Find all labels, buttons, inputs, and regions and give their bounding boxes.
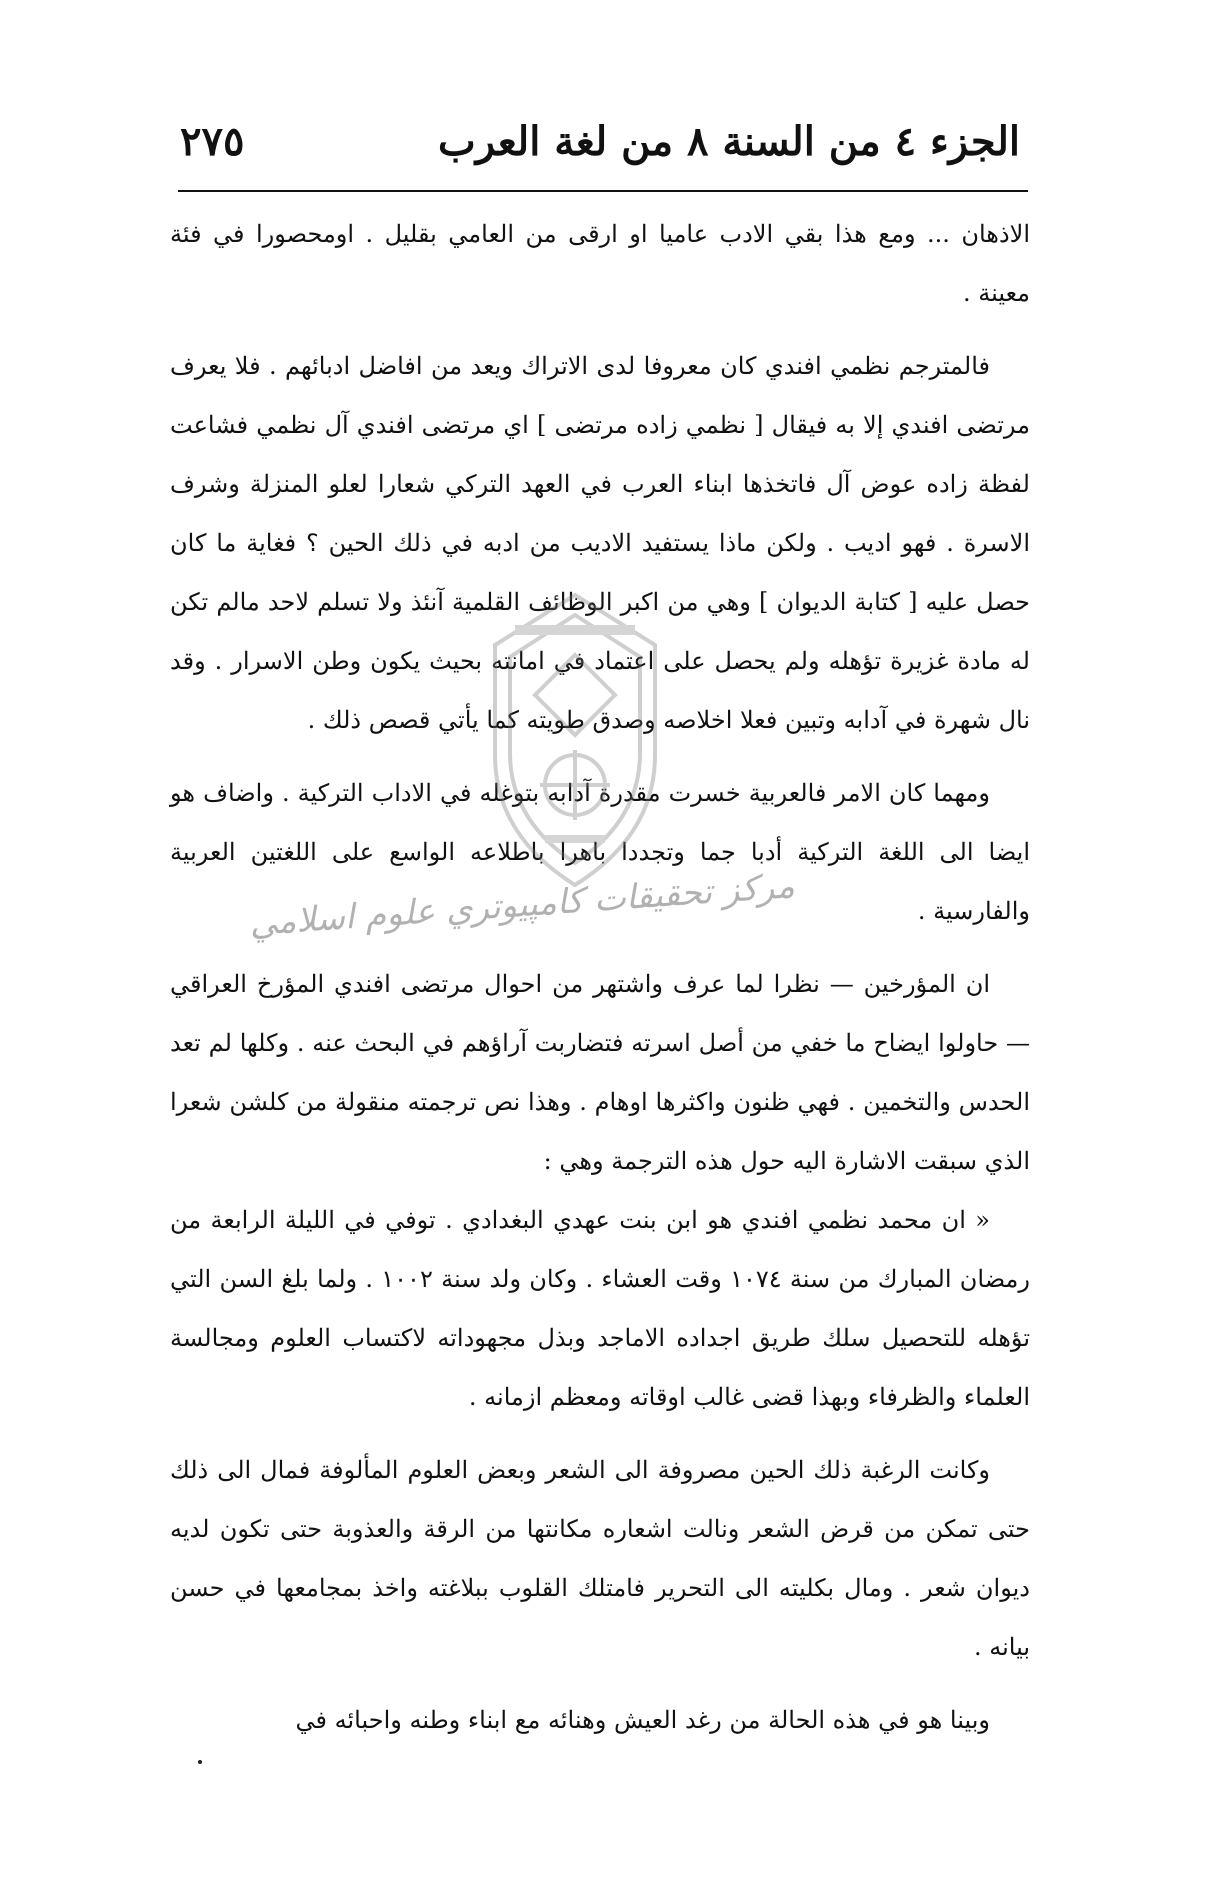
library-seal-watermark (455, 585, 695, 905)
paragraph-2: فالمترجم نظمي افندي كان معروفا لدى الاتراك ويعد من افاضل ادبائهم . فلا يعرف مرتضى افندي إلا به فيقال [ نظمي زاده مرتضى ] اي مرتضى افندي آل نظمي فشاعت لفظة زاده عوض آل فاتخذها ابناء العرب في العهد التركي شعارا لعلو المنزلة وشرف الاسرة . فهو اديب . ولكن ماذا يستفيد الاديب من ادبه في ذلك الحين ؟ فغاية ما كان حصل عليه [ كتابة الديوان ] وهي من اكبر الوظائف القلمية آنئذ ولا تسلم لاحد مالم تكن له مادة غزيرة تؤهله ولم يحصل على اعتماد في امانته بحيث يكون وطن الاسرار . وقد نال شهرة في آدابه وتبين فعلا اخلاصه وصدق طويته كما يأتي قصص ذلك . (170, 352, 1030, 734)
paragraph-7: وبينا هو في هذه الحالة من رغد العيش وهنائه مع ابناء وطنه واحبائه في (295, 1706, 990, 1734)
paragraph-4: ان المؤرخين — نظرا لما عرف واشتهر من احوال مرتضى افندي المؤرخ العراقي — حاولوا ايضاح ما خفي من أصل اسرته فتضاربت آراؤهم في البحث عنه . وكلها لم تعد الحدس والتخمين . فهي ظنون واكثرها اوهام . وهذا نص ترجمته منقولة من كلشن شعرا الذي سبقت الاشارة اليه حول هذه الترجمة وهي : (170, 970, 1030, 1175)
paragraph-1: الاذهان ... ومع هذا بقي الادب عاميا او ارقى من العامي بقليل . اومحصورا في فئة معينة . (170, 220, 1030, 307)
header-rule (178, 190, 1028, 192)
paragraph-5: « ان محمد نظمي افندي هو ابن بنت عهدي البغدادي . توفي في الليلة الرابعة من رمضان المبارك من سنة ١٠٧٤ وقت العشاء . وكان ولد سنة ١٠٠٢ . ولما بلغ السن التي تؤهله للتحصيل سلك طريق اجداده الاماجد وبذل مجهوداته لاكتساب العلوم ومجالسة العلماء والظرفاء وبهذا قضى غالب اوقاته ومعظم ازمانه . (170, 1206, 1030, 1411)
page-header (180, 112, 1020, 172)
paragraph-3: ومهما كان الامر فالعربية خسرت مقدرة آدابه بتوغله في الاداب التركية . واضاف هو ايضا الى اللغة التركية أدبا جما وتجددا باهرا باطلاعه الواسع على اللغتين العربية والفارسية . (170, 779, 1030, 925)
article-body (170, 205, 1030, 1750)
scan-speck (198, 1760, 202, 1764)
running-head: الجزء ٤ من السنة ٨ من لغة العرب (438, 118, 1020, 165)
watermark-caption: مركز تحقيقات كامپيوتري علوم اسلامي (248, 866, 796, 945)
paragraph-6: وكانت الرغبة ذلك الحين مصروفة الى الشعر وبعض العلوم المألوفة فمال الى ذلك حتى تمكن من قرض الشعر ونالت اشعاره مكانتها من الرقة والعذوبة حتى تكون لديه ديوان شعر . ومال بكليته الى التحرير فامتلك القلوب ببلاغته واخذ بمجامعها في حسن بيانه . (170, 1456, 1030, 1661)
page-number: ٢٧٥ (180, 118, 245, 165)
